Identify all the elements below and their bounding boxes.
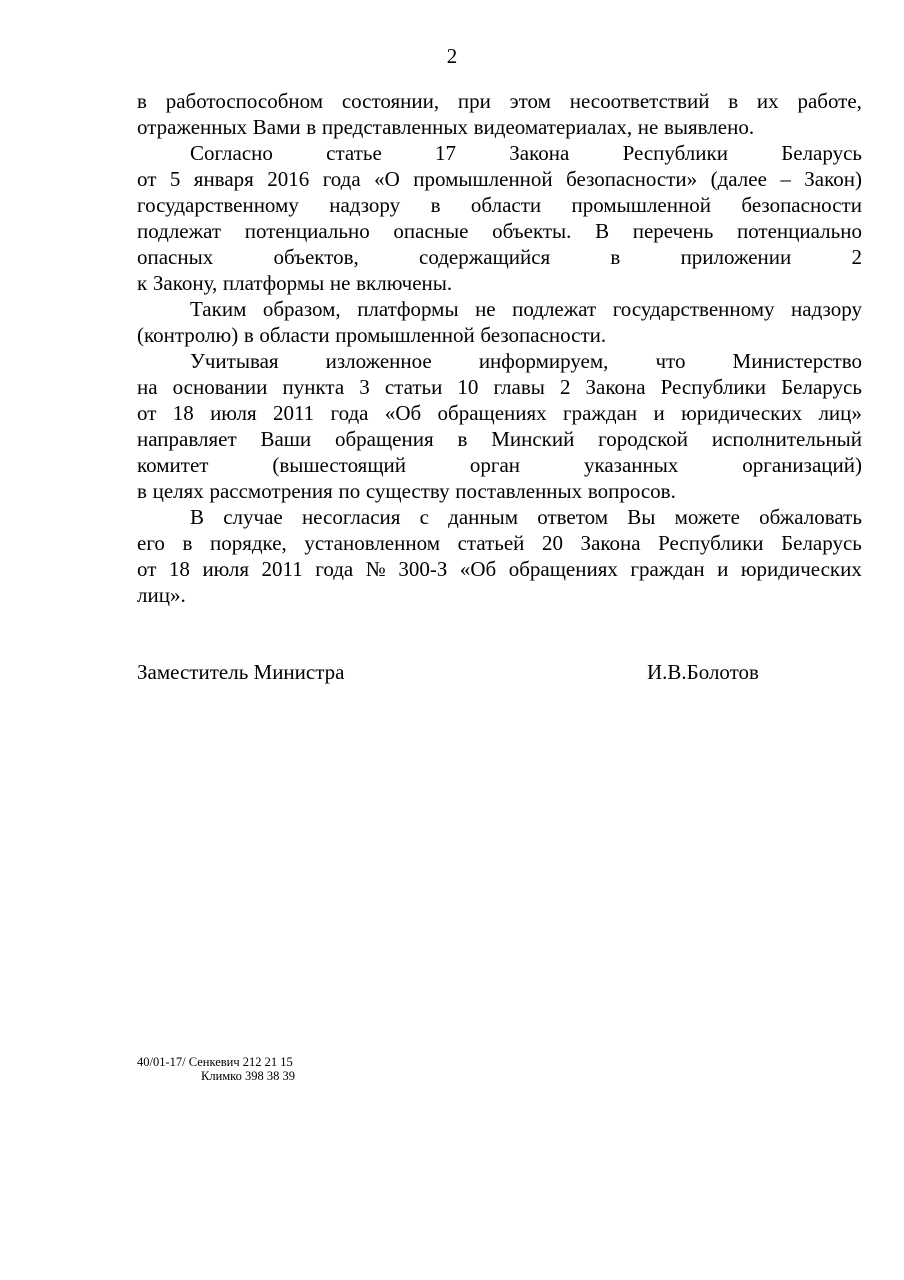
text-line: опасных объектов, содержащийся в приложении 2 xyxy=(137,245,862,269)
text-line: на основании пункта 3 статьи 10 главы 2 Закона Республики Беларусь xyxy=(137,375,862,399)
text-line: Согласно статье 17 Закона Республики Беларусь xyxy=(190,141,862,165)
paragraph xyxy=(137,348,862,504)
text-line: его в порядке, установленном статьей 20 Закона Республики Беларусь xyxy=(137,531,862,555)
text-line: к Закону, платформы не включены. xyxy=(137,271,453,295)
footer-line: 40/01-17/ Сенкевич 212 21 15 xyxy=(137,1055,293,1069)
page-number: 2 xyxy=(446,44,458,68)
text-line: в целях рассмотрения по существу поставленных вопросов. xyxy=(137,479,676,503)
text-line: от 18 июля 2011 года № 300-З «Об обращениях граждан и юридических xyxy=(137,557,862,581)
text-line: от 5 января 2016 года «О промышленной безопасности» (далее – Закон) xyxy=(137,167,862,191)
letter-body xyxy=(137,88,862,608)
paragraph xyxy=(137,140,862,296)
signatory-position: Заместитель Министра xyxy=(137,660,345,684)
text-line: Таким образом, платформы не подлежат государственному надзору xyxy=(190,297,862,321)
text-line: В случае несогласия с данным ответом Вы можете обжаловать xyxy=(190,505,862,529)
text-line: от 18 июля 2011 года «Об обращениях граждан и юридических лиц» xyxy=(137,401,862,425)
paragraph xyxy=(137,88,862,140)
text-line: (контролю) в области промышленной безопасности. xyxy=(137,323,607,347)
text-line: подлежат потенциально опасные объекты. В перечень потенциально xyxy=(137,219,862,243)
text-line: комитет (вышестоящий орган указанных организаций) xyxy=(137,453,862,477)
paragraph xyxy=(137,504,862,608)
text-line: направляет Ваши обращения в Минский городской исполнительный xyxy=(137,427,862,451)
text-line: отраженных Вами в представленных видеоматериалах, не выявлено. xyxy=(137,115,755,139)
text-line: Учитывая изложенное информируем, что Министерство xyxy=(190,349,862,373)
text-line: лиц». xyxy=(137,583,186,607)
footer-line: Климко 398 38 39 xyxy=(201,1069,295,1083)
text-line: государственному надзору в области промышленной безопасности xyxy=(137,193,862,217)
signatory-name: И.В.Болотов xyxy=(647,660,759,684)
paragraph xyxy=(137,296,862,348)
text-line: в работоспособном состоянии, при этом несоответствий в их работе, xyxy=(137,89,862,113)
footer-executors xyxy=(137,1055,295,1083)
